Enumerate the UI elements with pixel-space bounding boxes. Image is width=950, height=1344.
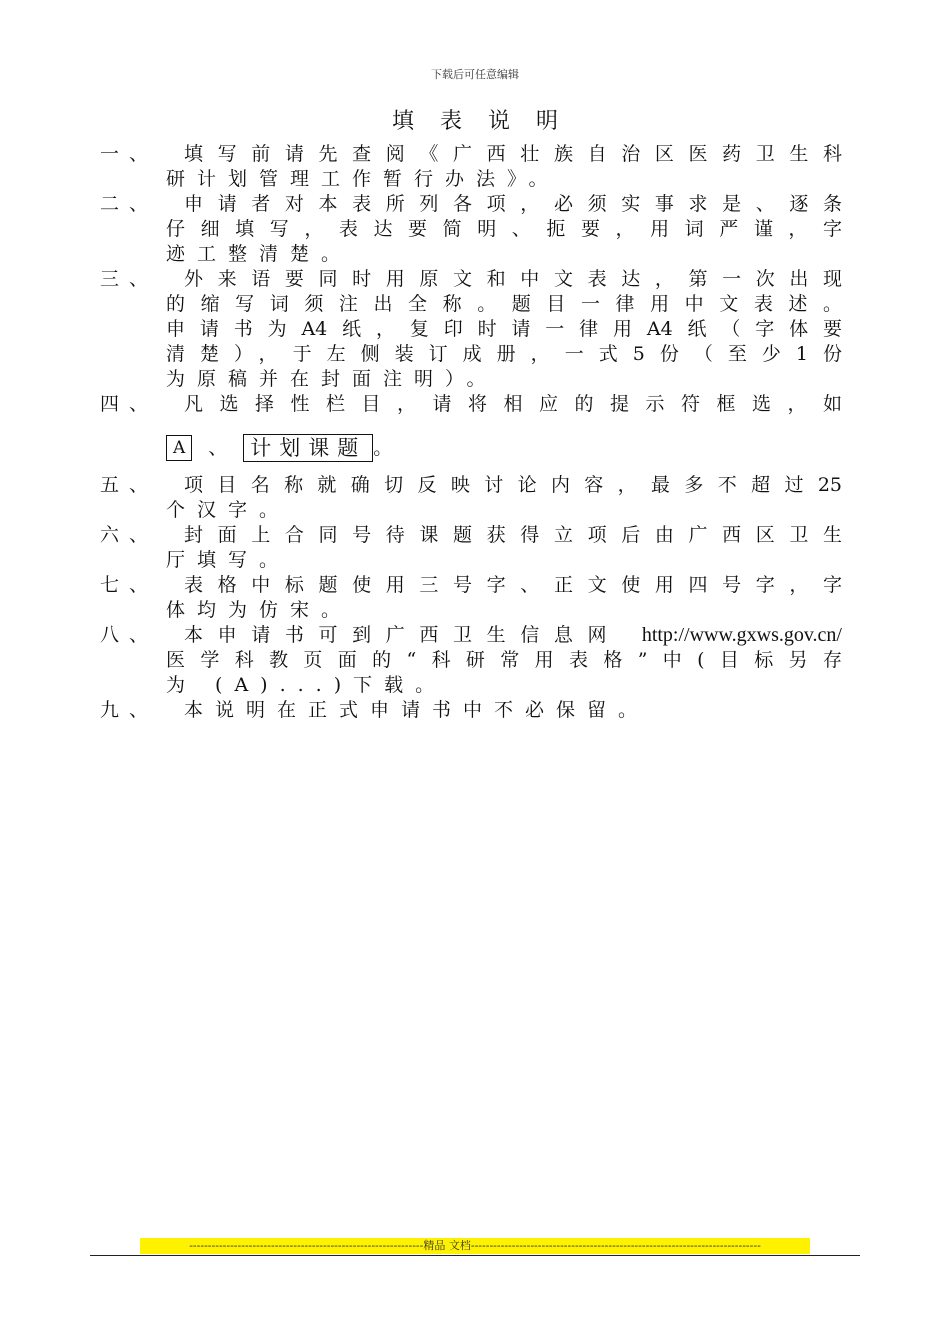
item-text-line: 体均为仿宋。 <box>166 599 353 621</box>
item-text-line: 的缩写词须注出全称。题目一律用中文表述。 <box>166 293 842 315</box>
example-box-a: A <box>166 435 192 461</box>
item-text-line: 凡选择性栏目，请将相应的提示符框选，如 <box>184 393 842 415</box>
item-number: 二、 <box>100 193 159 215</box>
list-item <box>100 473 842 523</box>
item-text-line: 申请者对本表所列各项，必须实事求是、逐条 <box>184 193 842 215</box>
item-text-line: 研计划管理工作暂行办法》。 <box>166 168 560 190</box>
item-number: 八、 <box>100 624 159 646</box>
list-item <box>100 192 842 267</box>
item-number: 五、 <box>100 474 159 496</box>
example-end: 。 <box>373 436 393 459</box>
list-item <box>100 392 842 465</box>
item-text-line: 为原稿并在封面注明）。 <box>166 368 498 390</box>
item-text-line: 仔细填写，表达要简明、扼要，用词严谨，字 <box>166 218 842 240</box>
item-text-line: 申请书为A4纸，复印时请一律用A4纸（字体要 <box>166 318 842 340</box>
item-text-line <box>166 623 842 648</box>
item-number: 六、 <box>100 524 159 546</box>
select-example <box>166 431 842 465</box>
footer-rule <box>90 1255 860 1256</box>
item-number: 三、 <box>100 268 159 290</box>
list-item <box>100 698 842 723</box>
website-url: http://www.gxws.gov.cn/ <box>641 624 842 646</box>
item-text-line: 表格中标题使用三号字、正文使用四号字，字 <box>184 574 842 596</box>
item-text-line: 清楚），于左侧装订成册，一式5份（至少1份 <box>166 343 842 365</box>
instruction-list <box>100 142 842 723</box>
item-text-line: 厅填写。 <box>166 549 291 571</box>
example-separator: 、 <box>208 436 228 459</box>
list-item <box>100 573 842 623</box>
footer-band <box>140 1238 810 1254</box>
footer-dashes-left: --------------------------------------------------------------- <box>189 1239 424 1252</box>
list-item <box>100 523 842 573</box>
page-title: 填表说明 <box>391 109 584 134</box>
list-item <box>100 623 842 698</box>
list-item <box>100 142 842 192</box>
item-number: 一、 <box>100 143 159 165</box>
header-note: 下载后可任意编辑 <box>431 68 519 81</box>
item-text-line: 填写前请先查阅《广西壮族自治区医药卫生科 <box>184 143 842 165</box>
item-number: 九、 <box>100 699 159 721</box>
item-number: 七、 <box>100 574 159 596</box>
item-text-line: 迹工整清楚。 <box>166 243 353 265</box>
item-text-prefix: 本申请书可到广西卫生信息网 <box>184 624 622 646</box>
item-text-line: 个汉字。 <box>166 499 291 521</box>
item-text-line: 为 (A)...)下载。 <box>166 674 447 696</box>
list-item <box>100 267 842 392</box>
item-text-line: 医学科教页面的“科研常用表格”中(目标另存 <box>166 649 842 671</box>
item-text-line: 项目名称就确切反映讨论内容，最多不超过25 <box>184 474 842 496</box>
item-text-line: 封面上合同号待课题获得立项后由广西区卫生 <box>184 524 842 546</box>
footer-dashes-right: ------------------------------------------------------------------------------ <box>470 1239 761 1252</box>
footer-label: 精品 文档 <box>423 1239 471 1252</box>
example-box-plan: 计划课题 <box>243 434 373 462</box>
item-text-line: 外来语要同时用原文和中文表达，第一次出现 <box>184 268 842 290</box>
item-number: 四、 <box>100 393 159 415</box>
item-text-line: 本说明在正式申请书中不必保留。 <box>184 699 650 721</box>
